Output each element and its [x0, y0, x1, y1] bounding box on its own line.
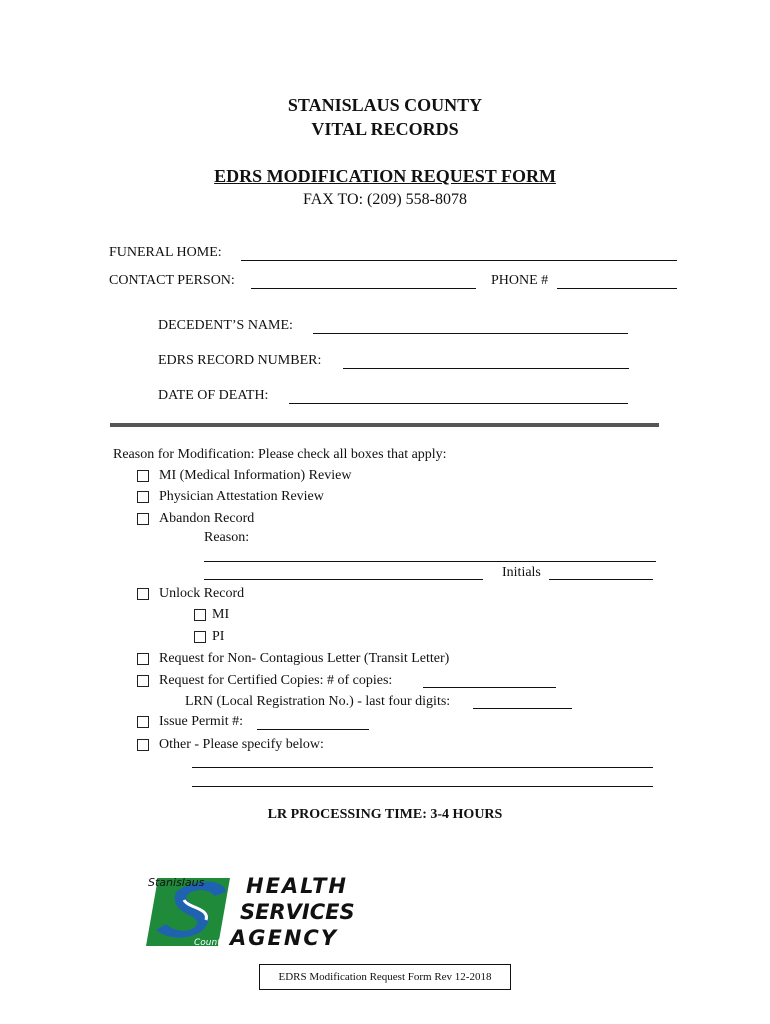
physician-review-checkbox[interactable] [137, 491, 149, 503]
physician-review-label: Physician Attestation Review [159, 489, 324, 504]
form-title: EDRS MODIFICATION REQUEST FORM [214, 166, 556, 186]
initials-field[interactable] [549, 579, 653, 580]
other-label: Other - Please specify below: [159, 737, 324, 752]
other-checkbox[interactable] [137, 739, 149, 751]
issue-permit-label: Issue Permit #: [159, 714, 243, 729]
department-heading: VITAL RECORDS [311, 119, 459, 139]
funeral-home-field[interactable] [241, 260, 677, 261]
unlock-mi-checkbox[interactable] [194, 609, 206, 621]
abandon-record-checkbox[interactable] [137, 513, 149, 525]
non-contagious-checkbox[interactable] [137, 653, 149, 665]
processing-time: LR PROCESSING TIME: 3-4 HOURS [267, 807, 503, 822]
lrn-field[interactable] [473, 708, 572, 709]
edrs-record-number-label: EDRS RECORD NUMBER: [158, 353, 322, 368]
unlock-mi-label: MI [212, 607, 230, 622]
date-of-death-label: DATE OF DEATH: [158, 388, 269, 403]
issue-permit-checkbox[interactable] [137, 716, 149, 728]
unlock-pi-checkbox[interactable] [194, 631, 206, 643]
contact-person-field[interactable] [251, 288, 476, 289]
copies-count-field[interactable] [423, 687, 556, 688]
unlock-pi-label: PI [212, 629, 225, 644]
certified-copies-checkbox[interactable] [137, 675, 149, 687]
section-divider [110, 423, 659, 427]
non-contagious-label: Request for Non- Contagious Letter (Transit Letter) [159, 651, 450, 666]
funeral-home-label: FUNERAL HOME: [109, 245, 222, 260]
phone-label: PHONE # [491, 273, 549, 288]
other-field-1[interactable] [192, 767, 653, 768]
county-heading: STANISLAUS COUNTY [287, 95, 483, 115]
edrs-record-number-field[interactable] [343, 368, 629, 369]
mi-review-label: MI (Medical Information) Review [159, 468, 352, 483]
certified-copies-label: Request for Certified Copies: # of copies: [159, 673, 393, 688]
other-field-2[interactable] [192, 786, 653, 787]
lrn-label: LRN (Local Registration No.) - last four digits: [185, 694, 451, 709]
abandon-reason-field-1[interactable] [204, 561, 656, 562]
logo-stanislaus-text: Stanislaus [148, 876, 205, 889]
issue-permit-field[interactable] [257, 729, 369, 730]
initials-label: Initials [502, 565, 541, 580]
unlock-record-checkbox[interactable] [137, 588, 149, 600]
logo-county-text: County [194, 938, 227, 948]
hsa-logo [118, 848, 388, 968]
reason-heading: Reason for Modification: Please check all boxes that apply: [113, 447, 447, 462]
unlock-record-label: Unlock Record [159, 586, 245, 601]
logo-agency-text: AGENCY [230, 926, 339, 950]
decedent-name-field[interactable] [313, 333, 628, 334]
decedent-name-label: DECEDENT’S NAME: [158, 318, 293, 333]
abandon-record-label: Abandon Record [159, 511, 255, 526]
phone-field[interactable] [557, 288, 677, 289]
contact-person-label: CONTACT PERSON: [109, 273, 235, 288]
mi-review-checkbox[interactable] [137, 470, 149, 482]
form-revision-footer: EDRS Modification Request Form Rev 12-2018 [259, 964, 511, 990]
abandon-reason-label: Reason: [204, 530, 250, 545]
logo-services-text: SERVICES [240, 900, 355, 924]
abandon-reason-field-2[interactable] [204, 579, 483, 580]
fax-number: FAX TO: (209) 558-8078 [303, 191, 467, 208]
date-of-death-field[interactable] [289, 403, 628, 404]
logo-health-text: HEALTH [246, 874, 348, 898]
